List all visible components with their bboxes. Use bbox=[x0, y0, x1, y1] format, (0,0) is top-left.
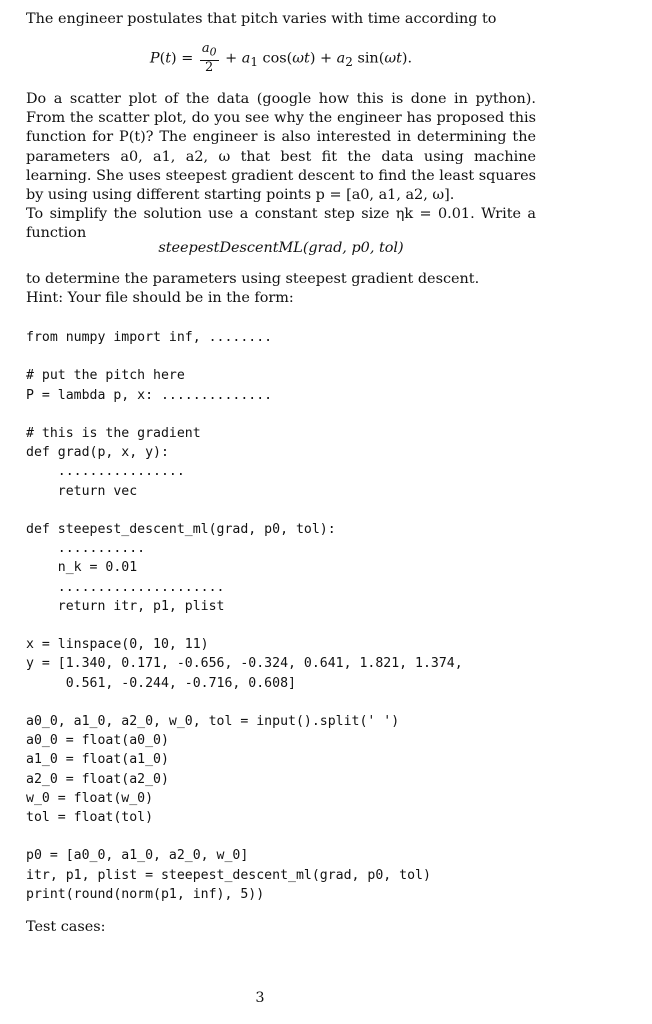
code-line: from numpy import inf, ........ bbox=[26, 330, 273, 345]
code-line: n_k = 0.01 bbox=[26, 560, 138, 576]
code-line: return itr, p1, plist bbox=[26, 598, 225, 614]
paragraph-2: To simplify the solution use a constant step size ηk = 0.01. Write a function bbox=[26, 206, 536, 242]
intro-text: The engineer postulates that pitch varies with time according to bbox=[26, 11, 497, 27]
code-line: a1_0 = float(a1_0) bbox=[26, 752, 169, 768]
code-line: ..................... bbox=[26, 579, 225, 595]
paragraph-1: Do a scatter plot of the data (google how this is done in python). From the scatter plot, do you see why the engineer has proposed this function for P(t)? The engineer is also interested in determining the parameters a0, a1, a2, ω that best fit the data using machine learning. She uses steepest gradient descent to find the least squares by using using different starting points p = [a0, a1, a2, ω]. bbox=[26, 91, 536, 204]
code-line: P = lambda p, x: .............. bbox=[26, 387, 273, 403]
test-cases-label: Test cases: bbox=[26, 919, 106, 935]
code-line: ........... bbox=[26, 541, 146, 557]
code-line: w_0 = float(w_0) bbox=[26, 790, 154, 806]
code-line: return vec bbox=[26, 483, 138, 499]
code-listing bbox=[26, 328, 463, 904]
code-line: print(round(norm(p1, inf), 5)) bbox=[26, 886, 265, 902]
code-line: tol = float(tol) bbox=[26, 810, 154, 826]
hint-text: Hint: Your file should be in the form: bbox=[26, 290, 294, 306]
code-line: def grad(p, x, y): bbox=[26, 445, 169, 461]
code-line: x = linspace(0, 10, 11) bbox=[26, 637, 209, 653]
code-line: p0 = [a0_0, a1_0, a2_0, w_0] bbox=[26, 848, 249, 864]
code-line: a0_0 = float(a0_0) bbox=[26, 733, 169, 749]
page-number: 3 bbox=[255, 990, 265, 1006]
function-signature bbox=[26, 240, 536, 256]
paragraph-3: to determine the parameters using steepest gradient descent. bbox=[26, 271, 480, 287]
code-line: a0_0, a1_0, a2_0, w_0, tol = input().split(' ') bbox=[26, 714, 400, 730]
code-line: def steepest_descent_ml(grad, p0, tol): bbox=[26, 522, 336, 538]
code-line: y = [1.340, 0.171, -0.656, -0.324, 0.641, 1.821, 1.374, bbox=[26, 656, 463, 672]
code-line: 0.561, -0.244, -0.716, 0.608] bbox=[26, 675, 296, 691]
function-signature-text: steepestDescentML(grad, p0, tol) bbox=[158, 240, 404, 256]
code-line: ................ bbox=[26, 464, 185, 480]
code-line: # this is the gradient bbox=[26, 426, 201, 442]
code-line: # put the pitch here bbox=[26, 368, 185, 384]
pitch-equation: P(t) = $\frac{a_0}{2}$ + $a_1$ $\cos(\omega t) + a_2$ sin(ωt). bbox=[149, 41, 413, 75]
code-line: a2_0 = float(a2_0) bbox=[26, 771, 169, 787]
code-line: itr, p1, plist = steepest_descent_ml(grad, p0, tol) bbox=[26, 867, 431, 883]
